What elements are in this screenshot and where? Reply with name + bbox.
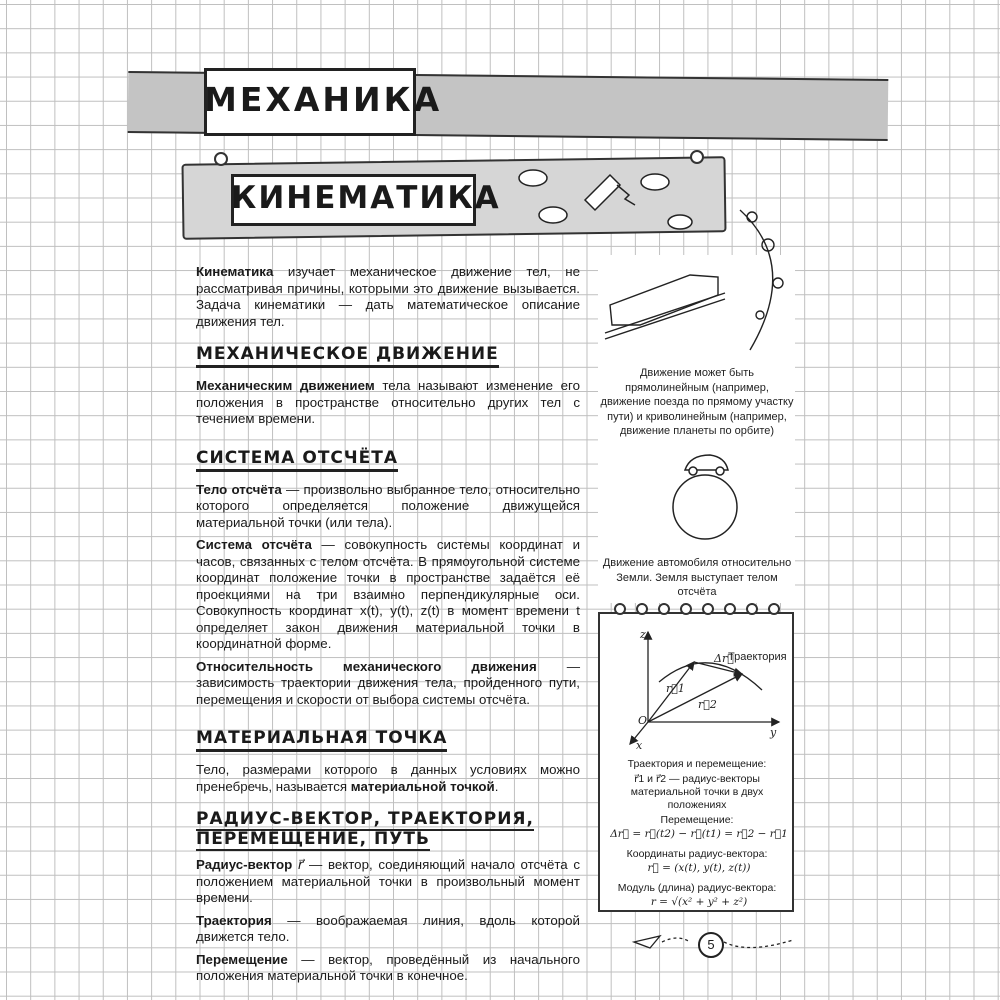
trajectory-term: Траектория [196,912,272,928]
planet-icon [756,311,764,319]
caption-car-earth: Движение автомобиля относительно Земли. Земля выступает телом отсчёта [602,557,792,598]
cloud-icon [519,170,547,186]
caption-motion-types: Движение может быть прямолинейным (например, движение поезда по прямому участку пути) и криволинейным (например, движение планеты по орбите) [600,367,794,437]
curve-label: Траектория [728,651,787,663]
reference-system-term: Система отсчёта [196,537,312,552]
coords-title: Координаты радиус-вектора: [626,848,768,860]
material-point-text: Тело, размерами которого в данных условиях можно пренебречь, называется [196,762,580,794]
vector-r2 [648,674,742,722]
coords-formula: r⃗ = (x(t), y(t), z(t)) [647,862,751,874]
r2-label: r⃗2 [698,698,717,711]
r1-label: r⃗1 [666,682,685,695]
car-wheel-icon [689,467,697,475]
notepad-ring-icon [724,603,736,615]
relativity-term: Относительность механического движения [196,658,537,674]
radius-vector-symbol: r⃗ [297,857,304,872]
reference-body-text: — произвольно выбранное тело, относительно которого определяется положение движущейся материальной точки (или тела). [196,481,580,530]
planet-icon [773,278,783,288]
mech-motion-text: тела называют изменение его положения в пространстве относительно других тел с течением времени. [196,378,580,426]
relativity-paragraph [196,659,580,709]
material-point-paragraph [196,762,580,795]
paper-plane-icon [634,936,660,948]
displacement-title: Перемещение: [660,814,734,826]
notepad-ring-icon [702,603,714,615]
reference-system-paragraph [196,537,580,653]
delta-r-label: Δr⃗ [714,652,734,665]
radius-vector-term: Радиус-вектор [196,857,293,872]
mech-motion-term: Механическим движением [196,378,375,393]
intro-text: изучает механическое движение тел, не рассматривая причины, которыми это движение вызывается. Задача кинематики — дать математическое описание движения тел. [196,264,580,329]
radius-vector-paragraph [196,857,580,907]
heading-mech-motion: МЕХАНИЧЕСКОЕ ДВИЖЕНИЕ [196,344,499,368]
earth-icon [673,475,737,539]
flight-path-icon [662,938,793,948]
section-title: МЕХАНИКА [204,80,443,119]
main-column [196,264,580,991]
modulus-title: Модуль (длина) радиус-вектора: [617,882,777,894]
car-wheel-icon [716,467,724,475]
heading-radius-vector-line2: ПЕРЕМЕЩЕНИЕ, ПУТЬ [196,829,430,849]
axis-x-label: x [636,739,643,752]
material-point-end: . [494,778,499,794]
axis-y-label: y [770,726,777,739]
reference-body-term: Тело отсчёта [196,481,282,497]
displacement-formula: Δr⃗ = r⃗(t2) − r⃗(t1) = r⃗2 − r⃗1 [610,828,788,840]
planet-orbit-icon [740,210,773,350]
trajectory-text: — воображаемая линия, вдоль которой движется тело. [196,912,580,944]
axis-z-label: z [640,628,646,641]
page-number: 5 [698,932,724,958]
origin-label: O [638,714,648,727]
planet-icon [747,212,757,222]
notepad-ring-icon [614,603,626,615]
pin-icon [214,152,228,166]
rocket-flame-icon [617,185,635,205]
trajectory-diagram [604,622,790,754]
heading-reference-system: СИСТЕМА ОТСЧЁТА [196,448,398,472]
notepad-ring-icon [768,603,780,615]
displacement-text: — вектор, проведённый из начального положения материальной точки в конечное. [196,951,580,983]
radius-vector-text: — вектор, соединяющий начало отсчёта с положением материальной точки в произвольный момент времени. [196,857,580,905]
reference-system-text: — совокупность системы координат и часов, связанных с телом отсчёта. В прямоугольной системе координат положение точки в пространстве задаётся её проекциями на три взаимно перпендикулярные оси. Совокупность координат x(t), y(t), z(t) в момент времени t определяет закон движения материальной точки в координатной форме. [196,537,580,651]
intro-term: Кинематика [196,264,274,279]
earth-car-illustration [660,445,750,545]
material-point-term: материальной точкой [350,778,495,794]
reference-body-paragraph [196,482,580,532]
diagram-caption-text: r⃗1 и r⃗2 — радиус-векторы материальной точки в двух положениях [630,773,764,811]
notepad-ring-icon [658,603,670,615]
trajectory-paragraph [196,913,580,946]
heading-radius-vector-line1: РАДИУС-ВЕКТОР, ТРАЕКТОРИЯ, [196,809,534,829]
notepad-ring-icon [680,603,692,615]
cloud-icon [539,207,567,223]
modulus-formula: r = √(x² + y² + z²) [650,896,748,908]
displacement-paragraph [196,952,580,985]
intro-paragraph [196,264,580,330]
train-planets-illustration [600,205,798,355]
notepad-ring-icon [636,603,648,615]
notepad-ring-icon [746,603,758,615]
relativity-text: — зависимость траектории движения тела, пройденного пути, перемещения и скорости от выбора системы отсчёта. [196,658,580,707]
mech-motion-paragraph [196,378,580,428]
heading-radius-vector [196,809,580,849]
heading-material-point: МАТЕРИАЛЬНАЯ ТОЧКА [196,728,447,752]
diagram-caption-title: Траектория и перемещение: [627,758,767,770]
chapter-title: КИНЕМАТИКА [231,180,501,216]
cloud-icon [641,174,669,190]
displacement-term: Перемещение [196,951,288,967]
